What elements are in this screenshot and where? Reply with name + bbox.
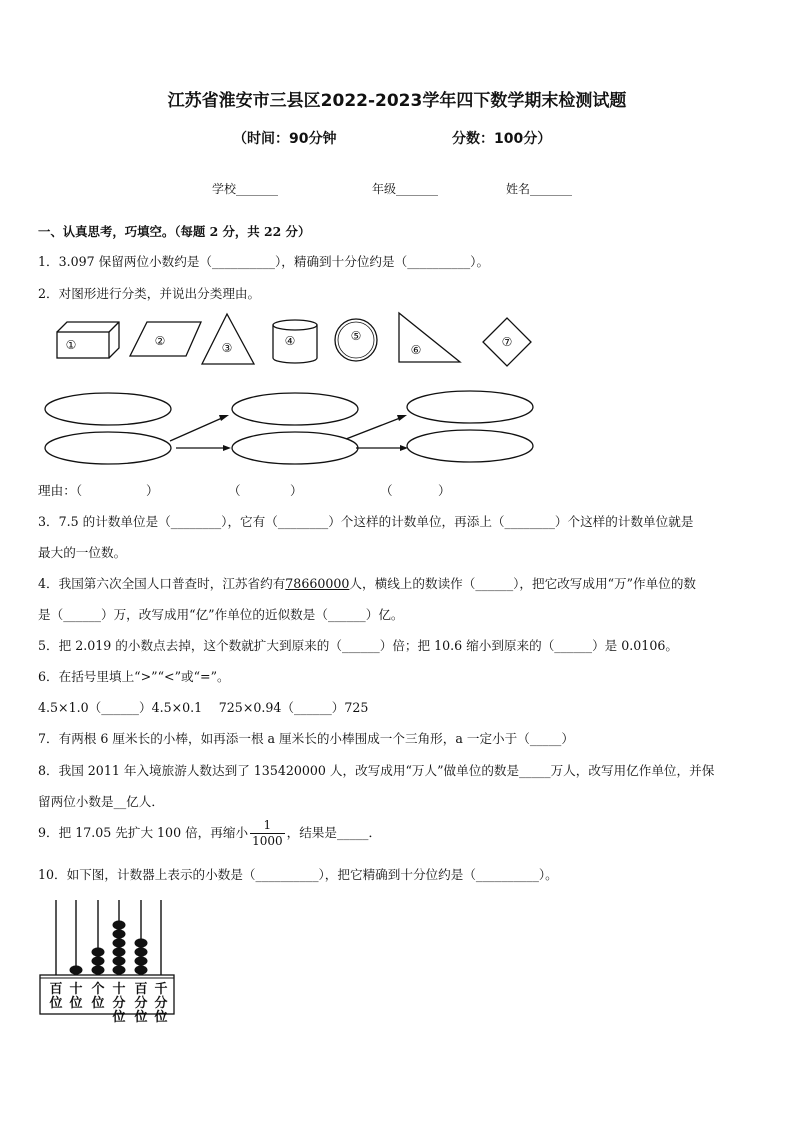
question-5: 5．把 2.019 的小数点去掉，这个数就扩大到原来的（______）倍；把 10.6 缩小到原来的（______）是 0.0106。 (38, 638, 678, 653)
reason-paren: ） (146, 483, 159, 498)
abacus-bead (135, 947, 148, 956)
question-3-line1: 3．7.5 的计数单位是（________），它有（________）个这样的计数单位，再添上（________）个这样的计数单位就是 (38, 514, 694, 529)
abacus-bead (70, 965, 83, 974)
question-4-line2: 是（______）万，改写成用“亿”作单位的近似数是（______）亿。 (38, 607, 404, 622)
abacus-place-label: 百 (134, 982, 148, 997)
abacus-bead (113, 929, 126, 938)
question-9: 9．把 17.05 先扩大 100 倍，再缩小 $\frac{1}{1000}$ ，结果是_____． (38, 818, 382, 848)
shape-label: ⑦ (501, 335, 513, 349)
question-6-line1: 6．在括号里填上“>”“<”或“=”。 (38, 669, 230, 684)
abacus-bead (92, 947, 105, 956)
exam-time: （时间：90分钟 (233, 131, 337, 147)
grade-field[interactable]: 年级_______ (372, 182, 439, 196)
fraction: $\frac{1}{1000}$ (252, 818, 283, 848)
abacus-bead (135, 965, 148, 974)
abacus-place-label: 分 (154, 996, 168, 1011)
abacus-bead (113, 938, 126, 947)
question-2: 2．对图形进行分类，并说出分类理由。 (38, 286, 261, 301)
abacus-bead (113, 947, 126, 956)
abacus-bead (113, 956, 126, 965)
reason-label: 理由：（ (38, 483, 83, 498)
abacus-bead (92, 956, 105, 965)
section-heading: 一、认真思考，巧填空。（每题 2 分，共 22 分） (38, 224, 311, 239)
abacus-place-label: 位 (49, 996, 63, 1011)
abacus-place-label: 位 (112, 1010, 126, 1025)
reason-paren: ） (438, 483, 451, 498)
school-field[interactable]: 学校_______ (212, 182, 279, 196)
abacus-place-label: 个 (91, 982, 105, 997)
abacus-bead (135, 938, 148, 947)
exam-score: 分数：100分） (452, 131, 552, 147)
reason-paren: （ (228, 483, 241, 498)
abacus-bead (113, 965, 126, 974)
population-number: 78660000 (285, 576, 350, 591)
question-6-line2: 4.5×1.0（______）4.5×0.1 725×0.94（______）725 (38, 700, 369, 715)
abacus-place-label: 位 (91, 996, 105, 1011)
abacus-place-label: 十 (69, 982, 83, 997)
abacus-place-label: 分 (134, 996, 148, 1011)
shape-label: ⑤ (350, 329, 362, 343)
question-10: 10．如下图，计数器上表示的小数是（__________），把它精确到十分位约是（__________）。 (38, 867, 558, 882)
reason-paren: （ (380, 483, 393, 498)
abacus-bead (92, 965, 105, 974)
abacus-place-label: 位 (134, 1010, 148, 1025)
abacus-place-label: 分 (112, 996, 126, 1011)
abacus-bead (135, 956, 148, 965)
abacus-place-label: 十 (112, 982, 126, 997)
reason-paren: ） (290, 483, 303, 498)
abacus-place-label: 位 (154, 1010, 168, 1025)
shape-label: ⑥ (410, 343, 422, 357)
abacus-place-label: 百 (49, 982, 63, 997)
shape-label: ② (154, 334, 166, 348)
question-3-line2: 最大的一位数。 (38, 545, 127, 560)
question-7: 7．有两根 6 厘米长的小棒，如再添一根 a 厘米长的小棒围成一个三角形，a 一定小于（_____） (38, 731, 574, 746)
shape-label: ④ (284, 334, 296, 348)
abacus-place-label: 位 (69, 996, 83, 1011)
page-title: 江苏省淮安市三县区2022-2023学年四下数学期末检测试题 (167, 91, 627, 111)
question-4-line1: 4．我国第六次全国人口普查时，江苏省约有78660000人，横线上的数读作（______），把它改写成用“万”作单位的数 (38, 576, 697, 591)
abacus-place-label: 千 (154, 982, 168, 997)
abacus-bead (113, 920, 126, 929)
shape-label: ③ (221, 341, 233, 355)
question-8-line1: 8．我国 2011 年入境旅游人数达到了 135420000 人，改写成用“万人”做单位的数是_____万人，改写用亿作单位，并保 (38, 763, 715, 778)
shape-label: ① (65, 338, 77, 352)
name-field[interactable]: 姓名_______ (506, 182, 573, 196)
question-1: 1．3.097 保留两位小数约是（__________），精确到十分位约是（__________）。 (38, 254, 490, 269)
question-8-line2: 留两位小数是__亿人． (38, 794, 164, 809)
